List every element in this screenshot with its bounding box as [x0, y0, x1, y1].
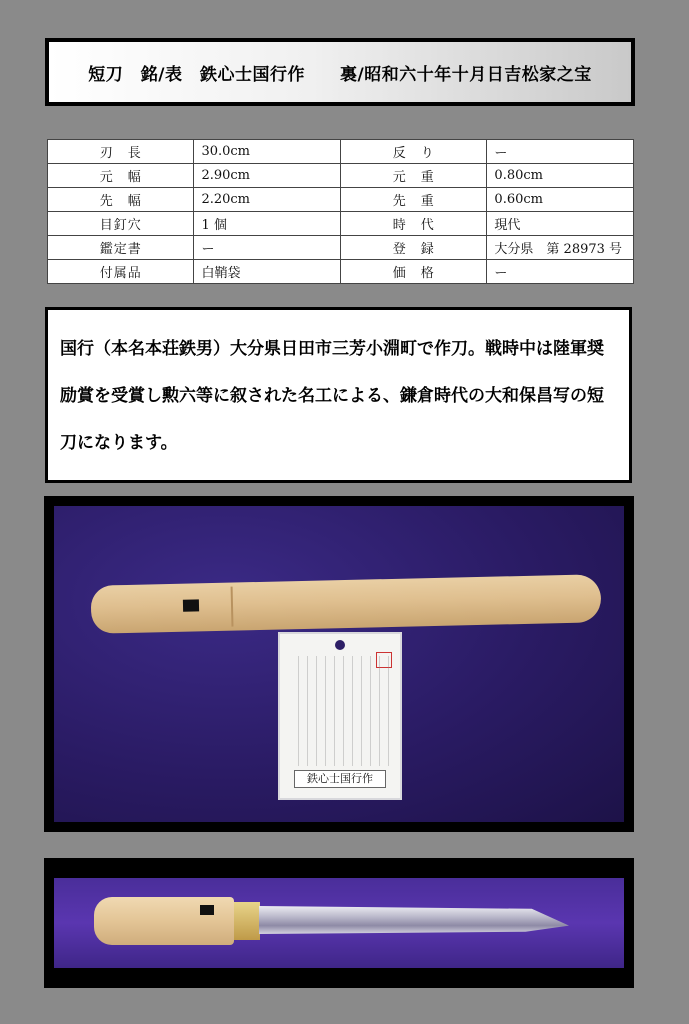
spec-value: 0.80cm: [487, 164, 634, 188]
spec-key: 鑑定書: [48, 236, 194, 260]
spec-key: 反 り: [340, 140, 486, 164]
habaki-collar: [234, 902, 260, 940]
tanto-blade: [259, 906, 569, 934]
spec-key: 目釘穴: [48, 212, 194, 236]
spec-value: ー: [194, 236, 341, 260]
card-label: 鉄心士国行作: [294, 770, 386, 788]
mekugi-peg: [183, 599, 199, 611]
table-row: [48, 212, 634, 236]
card-hole: [335, 640, 345, 650]
registration-card: [278, 632, 402, 800]
mekugi-peg: [200, 905, 214, 915]
spec-key: 刃 長: [48, 140, 194, 164]
description-box: [45, 307, 632, 483]
spec-key: 元 幅: [48, 164, 194, 188]
spec-table: [47, 139, 634, 284]
spec-value: 現代: [487, 212, 634, 236]
spec-value: 2.20cm: [194, 188, 341, 212]
spec-key: 価 格: [340, 260, 486, 284]
table-row: [48, 260, 634, 284]
table-row: [48, 188, 634, 212]
shirasaya-handle: [94, 897, 234, 945]
table-row: [48, 236, 634, 260]
photo-blade: [44, 858, 634, 988]
spec-value: 30.0cm: [194, 140, 341, 164]
description-text: 国行（本名本荘鉄男）大分県日田市三芳小淵町で作刀。戦時中は陸軍奨励賞を受賞し勲六等に叙された名工による、鎌倉時代の大和保昌写の短刀になります。: [60, 339, 604, 453]
spec-key: 時 代: [340, 212, 486, 236]
page-title: 短刀 銘/表 鉄心士国行作 裏/昭和六十年十月日吉松家之宝: [88, 64, 592, 85]
spec-key: 付属品: [48, 260, 194, 284]
table-row: [48, 164, 634, 188]
spec-key: 先 重: [340, 188, 486, 212]
spec-key: 元 重: [340, 164, 486, 188]
spec-value: 0.60cm: [487, 188, 634, 212]
spec-value: 大分県 第 28973 号: [487, 236, 634, 260]
spec-value: ー: [487, 140, 634, 164]
spec-value: ー: [487, 260, 634, 284]
card-handwriting: [290, 656, 390, 766]
table-row: [48, 140, 634, 164]
spec-value: 1 個: [194, 212, 341, 236]
spec-key: 登 録: [340, 236, 486, 260]
photo-scabbard-and-card: [44, 496, 634, 832]
scabbard-seam: [231, 587, 234, 627]
spec-value: 2.90cm: [194, 164, 341, 188]
spec-key: 先 幅: [48, 188, 194, 212]
title-banner: [45, 38, 635, 106]
spec-value: 白鞘袋: [194, 260, 341, 284]
